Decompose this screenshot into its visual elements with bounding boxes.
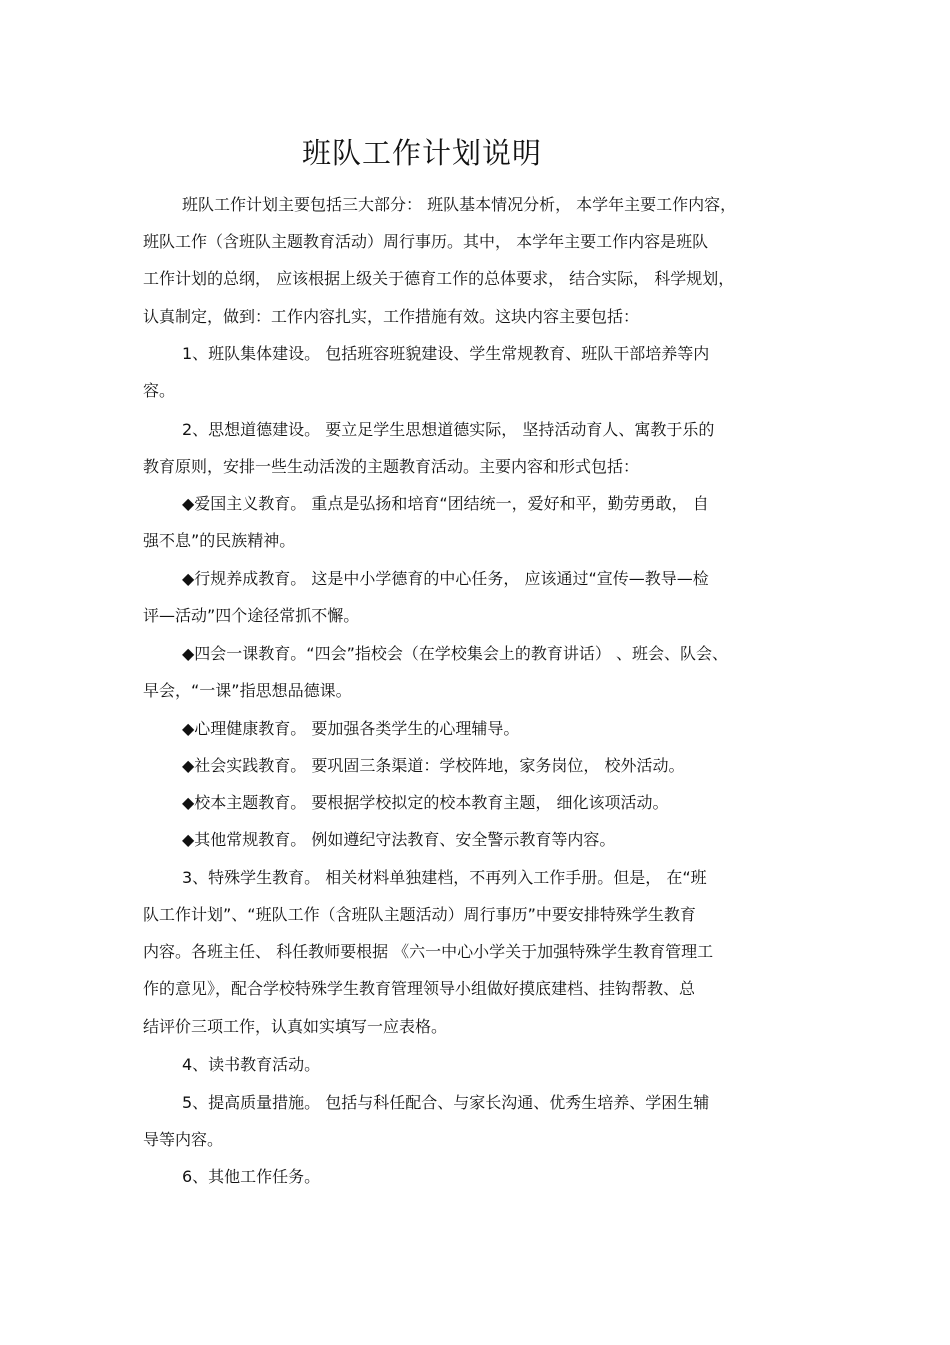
paragraph-line: 容。 <box>143 381 176 400</box>
paragraph-line: 5、提高质量措施。 包括与科任配合、与家长沟通、优秀生培养、学困生辅 <box>182 1093 710 1112</box>
paragraph-line: 内容。各班主任、 科任教师要根据 《六一中心小学关于加强特殊学生教育管理工 <box>143 942 714 961</box>
paragraph-line: 队工作计划”、“班队工作（含班队主题活动）周行事历”中要安排特殊学生教育 <box>143 905 696 924</box>
paragraph-line: 班队工作计划主要包括三大部分： 班队基本情况分析， 本学年主要工作内容， <box>182 195 737 214</box>
paragraph-line: 教育原则，安排一些生动活泼的主题教育活动。主要内容和形式包括： <box>143 457 640 476</box>
paragraph-line: 1、班队集体建设。 包括班容班貌建设、学生常规教育、班队干部培养等内 <box>182 344 710 363</box>
page-title: 班队工作计划说明 <box>302 136 543 170</box>
paragraph-line: 2、思想道德建设。 要立足学生思想道德实际， 坚持活动育人、寓教于乐的 <box>182 420 715 439</box>
paragraph-line: ◆爱国主义教育。 重点是弘扬和培育“团结统一，爱好和平，勤劳勇敢， 自 <box>182 494 709 513</box>
paragraph-line: 6、其他工作任务。 <box>182 1167 321 1186</box>
paragraph-line: 工作计划的总纲， 应该根据上级关于德育工作的总体要求， 结合实际， 科学规划， <box>143 269 735 288</box>
paragraph-line: 结评价三项工作，认真如实填写一应表格。 <box>143 1017 448 1036</box>
paragraph-line: ◆校本主题教育。 要根据学校拟定的校本教育主题， 细化该项活动。 <box>182 793 669 812</box>
paragraph-line: 早会，“一课”指思想品德课。 <box>143 681 352 700</box>
paragraph-line: 认真制定，做到：工作内容扎实，工作措施有效。这块内容主要包括： <box>143 307 640 326</box>
paragraph-line: 班队工作（含班队主题教育活动）周行事历。其中， 本学年主要工作内容是班队 <box>143 232 709 251</box>
paragraph-line: 导等内容。 <box>143 1130 224 1149</box>
paragraph-line: ◆行规养成教育。 这是中小学德育的中心任务， 应该通过“宣传—教导—检 <box>182 569 709 588</box>
paragraph-line: 作的意见》，配合学校特殊学生教育管理领导小组做好摸底建档、挂钩帮教、总 <box>143 979 696 998</box>
paragraph-line: 评—活动”四个途径常抓不懈。 <box>143 606 360 625</box>
paragraph-line: ◆社会实践教育。 要巩固三条渠道：学校阵地，家务岗位， 校外活动。 <box>182 756 685 775</box>
paragraph-line: ◆四会一课教育。“四会”指校会（在学校集会上的教育讲话） 、班会、队会、 <box>182 644 728 663</box>
paragraph-line: 强不息”的民族精神。 <box>143 531 296 550</box>
paragraph-line: 3、特殊学生教育。 相关材料单独建档，不再列入工作手册。但是， 在“班 <box>182 868 707 887</box>
paragraph-line: 4、读书教育活动。 <box>182 1055 321 1074</box>
paragraph-line: ◆其他常规教育。 例如遵纪守法教育、安全警示教育等内容。 <box>182 830 616 849</box>
paragraph-line: ◆心理健康教育。 要加强各类学生的心理辅导。 <box>182 719 520 738</box>
